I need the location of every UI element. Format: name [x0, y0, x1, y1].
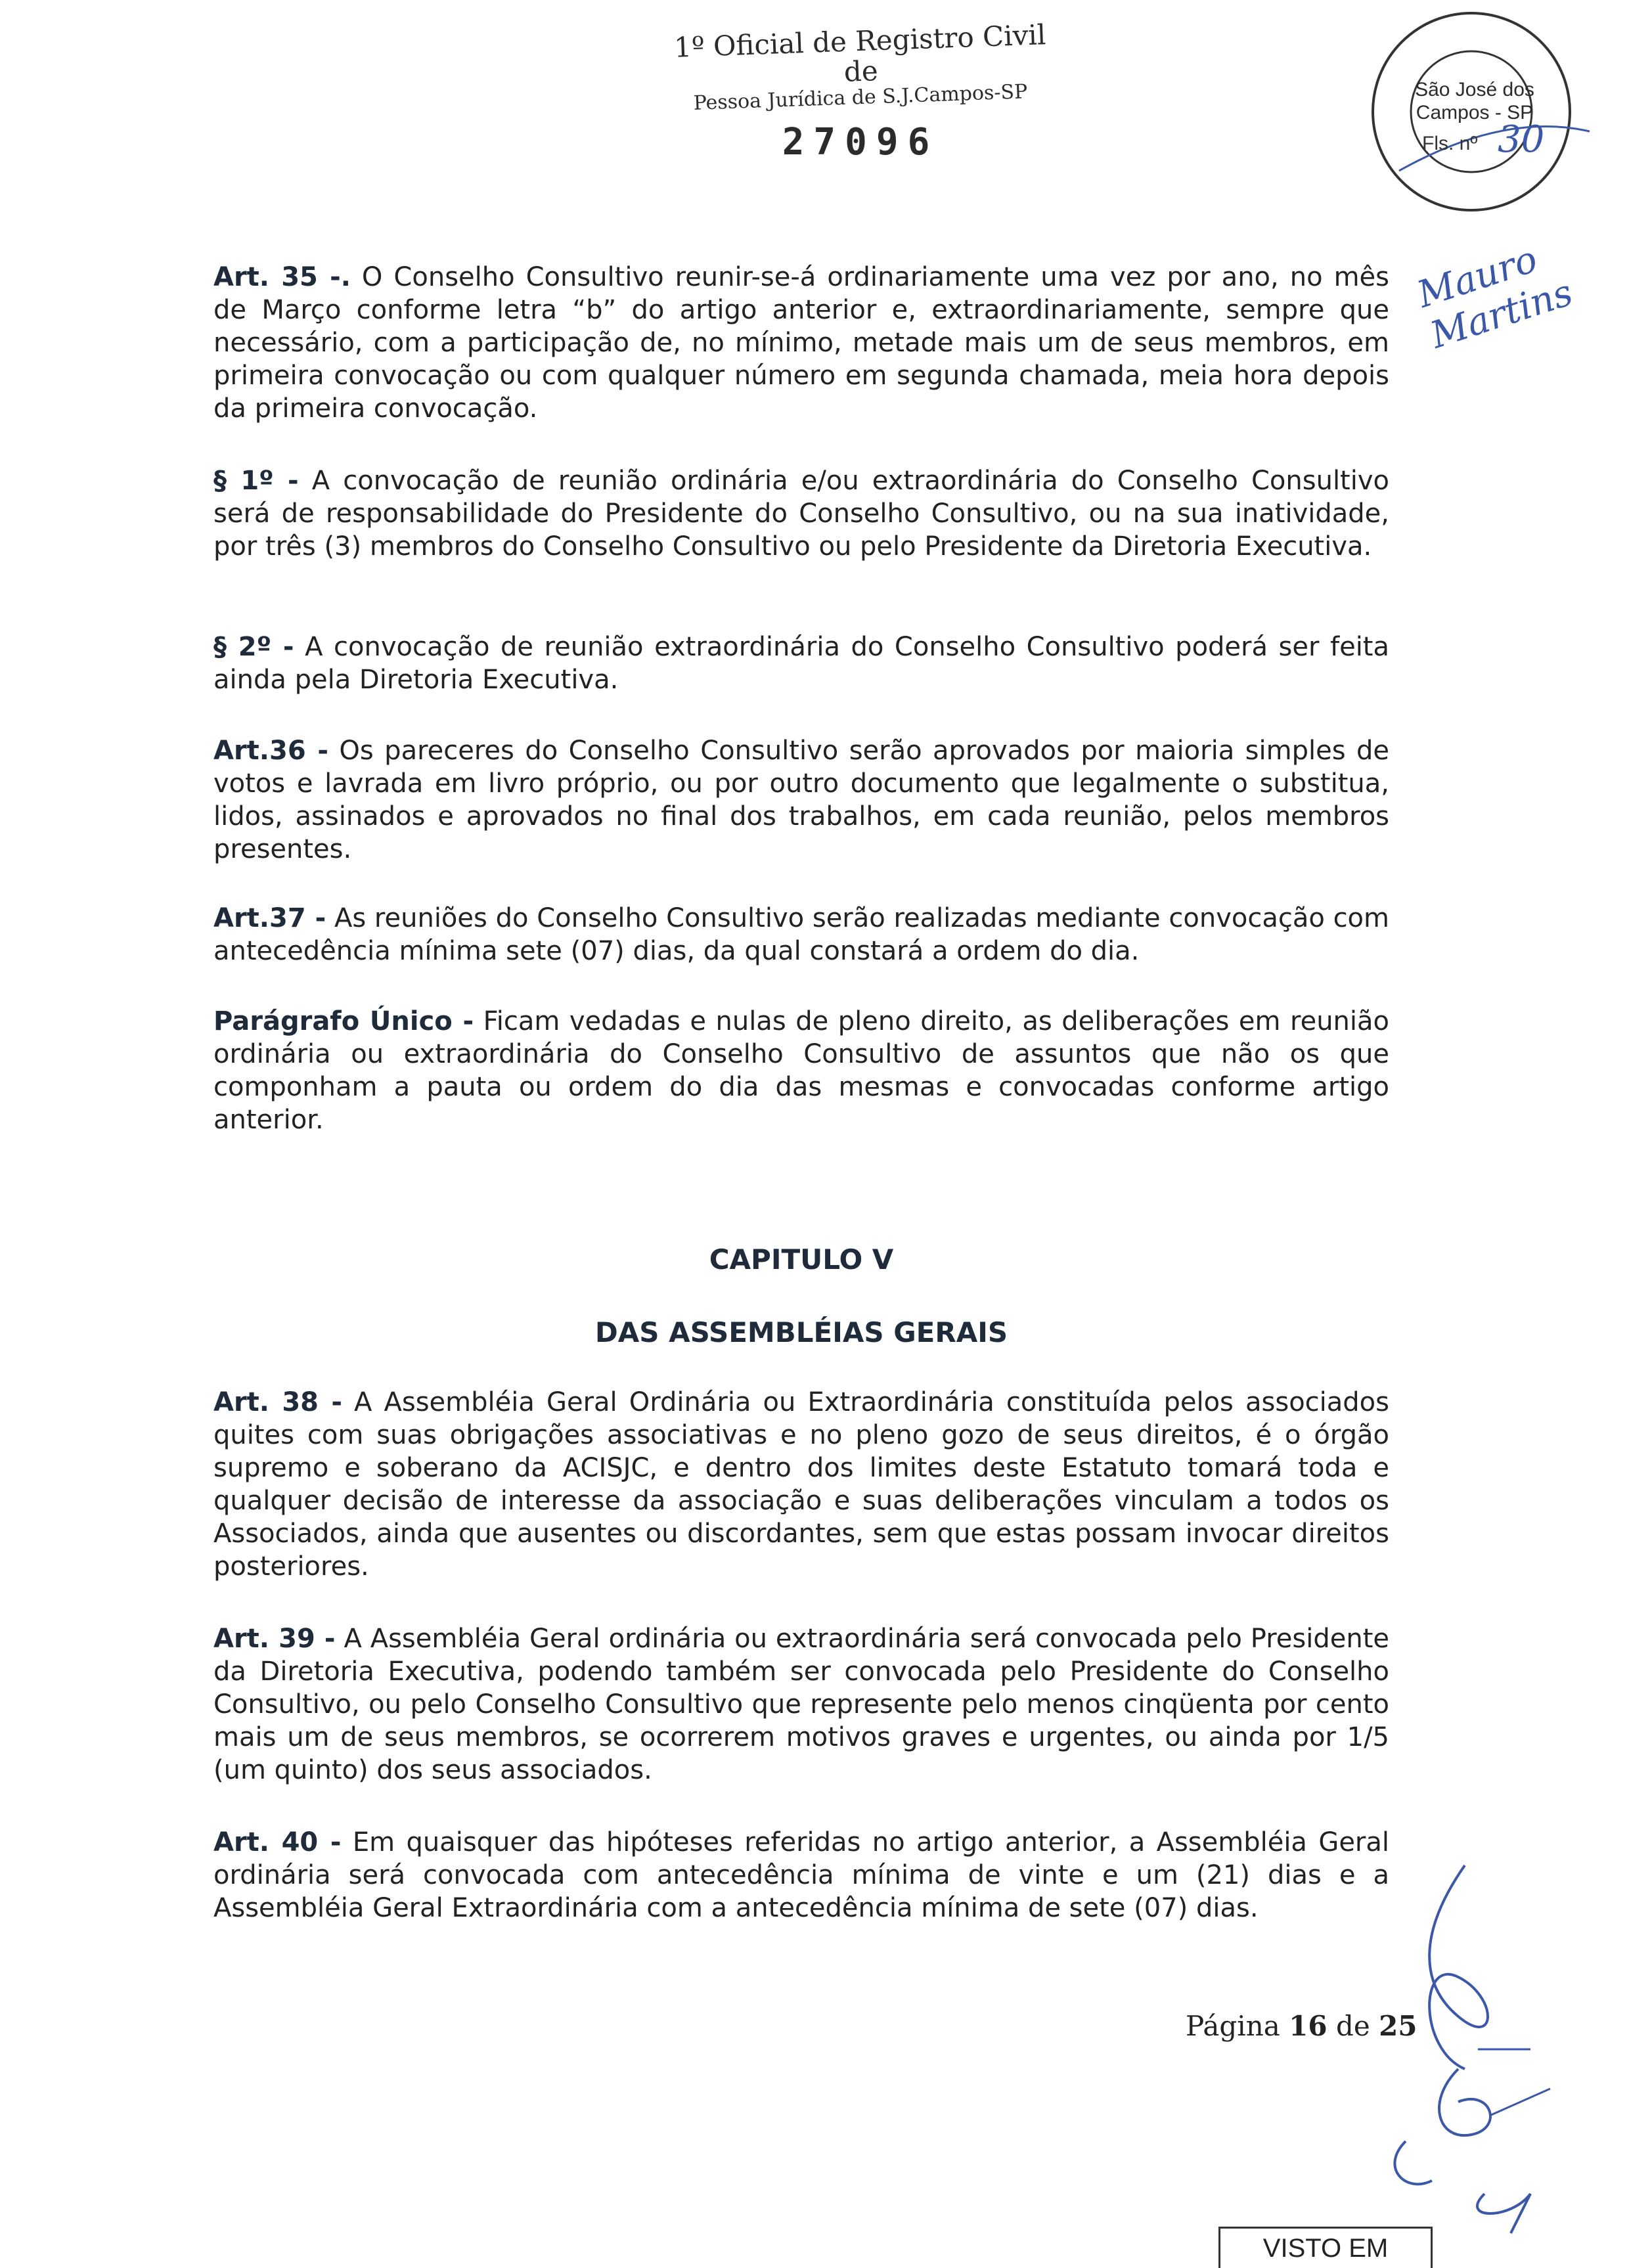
signature-mauro-martins: Mauro Martins	[1412, 238, 1578, 357]
sole-paragraph-text: Ficam vedadas e nulas de pleno direito, as deliberações em reunião ordinária ou extraordinária do Conselho Consultivo de assuntos que não os que componham a pauta ou ordem do dia das mesmas e convocadas conforme artigo anterior.	[213, 1006, 1389, 1135]
article-35-par-2	[213, 631, 1389, 696]
article-35-par-1	[213, 464, 1389, 563]
seal-folio-label: Fls. nº	[1422, 133, 1478, 154]
registry-stamp-line2: Pessoa Jurídica de S.J.Campos-SP	[693, 80, 1028, 115]
registry-stamp	[657, 18, 1064, 164]
article-38-lead: Art. 38 -	[213, 1387, 342, 1417]
handwritten-initials-icon	[1379, 1852, 1576, 2246]
sole-paragraph	[213, 1005, 1389, 1136]
article-35-par-2-lead: § 2º -	[213, 632, 294, 662]
article-37-lead: Art.37 -	[213, 903, 326, 933]
seal-folio-number: 30	[1498, 118, 1545, 161]
article-39-lead: Art. 39 -	[213, 1624, 336, 1654]
article-35-lead: Art. 35 -.	[213, 262, 351, 292]
article-39-text: A Assembléia Geral ordinária ou extraordinária será convocada pelo Presidente da Diretoria Executiva, podendo também ser convocada pelo Presidente do Conselho Consultivo, ou pelo Conselho Consultivo que represente pelo menos cinqüenta por cento mais um de seus membros, se ocorrerem motivos graves e urgentes, ou ainda por 1/5 (um quinto) dos seus associados.	[213, 1624, 1389, 1785]
sole-paragraph-lead: Parágrafo Único -	[213, 1006, 474, 1036]
article-35	[213, 261, 1389, 425]
article-36	[213, 734, 1389, 866]
article-35-text: O Conselho Consultivo reunir-se-á ordinariamente uma vez por ano, no mês de Março conforme letra “b” do artigo anterior e, extraordinariamente, sempre que necessário, com a participação de, no mínimo, metade mais um de seus membros, em primeira convocação ou com qualquer número em segunda chamada, meia hora depois da primeira convocação.	[213, 262, 1389, 424]
page-number-current: 16	[1289, 2010, 1328, 2042]
article-35-par-2-text: A convocação de reunião extraordinária do Conselho Consultivo poderá ser feita ainda pela Diretoria Executiva.	[213, 632, 1390, 695]
chapter-title: CAPITULO V	[709, 1243, 894, 1276]
page-number-prefix: Página	[1186, 2010, 1289, 2042]
article-36-text: Os pareceres do Conselho Consultivo serão aprovados por maioria simples de votos e lavrada em livro próprio, ou por outro documento que legalmente o substitua, lidos, assinados e aprovados no final dos trabalhos, em cada reunião, pelos membros presentes.	[213, 736, 1389, 864]
article-38	[213, 1386, 1389, 1583]
article-40	[213, 1826, 1389, 1924]
seal-city-line1: São José dos	[1415, 79, 1534, 100]
registry-seal	[1340, 7, 1603, 217]
page-number-middle: de	[1327, 2010, 1379, 2042]
article-36-lead: Art.36 -	[213, 736, 328, 766]
registry-stamp-line1: 1º Oficial de Registro Civil de	[673, 18, 1046, 88]
article-40-lead: Art. 40 -	[213, 1827, 342, 1857]
article-35-par-1-text: A convocação de reunião ordinária e/ou extraordinária do Conselho Consultivo será de responsabilidade do Presidente do Conselho Consultivo, ou na sua inatividade, por três (3) membros do Conselho Consultivo ou pelo Presidente da Diretoria Executiva.	[213, 466, 1389, 562]
article-38-text: A Assembléia Geral Ordinária ou Extraordinária constituída pelos associados quites com suas obrigações associativas e no pleno gozo de seus direitos, é o órgão supremo e soberano da ACISJC, e dentro dos limites deste Estatuto tomará toda e qualquer decisão de interesse da associação e suas deliberações vinculam a todos os Associados, ainda que ausentes ou discordantes, sem que estas possam invocar direitos posteriores.	[213, 1387, 1389, 1582]
article-35-par-1-lead: § 1º -	[213, 466, 299, 496]
registry-number: 27096	[782, 121, 939, 164]
article-39	[213, 1622, 1389, 1787]
page-number-total: 25	[1379, 2010, 1417, 2042]
article-40-text: Em quaisquer das hipóteses referidas no artigo anterior, a Assembléia Geral ordinária será convocada com antecedência mínima de vinte e um (21) dias e a Assembléia Geral Extraordinária com a antecedência mínima de sete (07) dias.	[213, 1827, 1389, 1923]
article-37	[213, 902, 1389, 967]
seal-city-line2: Campos - SP	[1416, 102, 1534, 123]
chapter-subtitle: DAS ASSEMBLÉIAS GERAIS	[594, 1316, 1008, 1348]
page-number	[1186, 2010, 1417, 2042]
article-37-text: As reuniões do Conselho Consultivo serão realizadas mediante convocação com antecedência mínima sete (07) dias, da qual constará a ordem do dia.	[213, 903, 1389, 966]
visto-stamp: VISTO EM	[1218, 2227, 1433, 2268]
